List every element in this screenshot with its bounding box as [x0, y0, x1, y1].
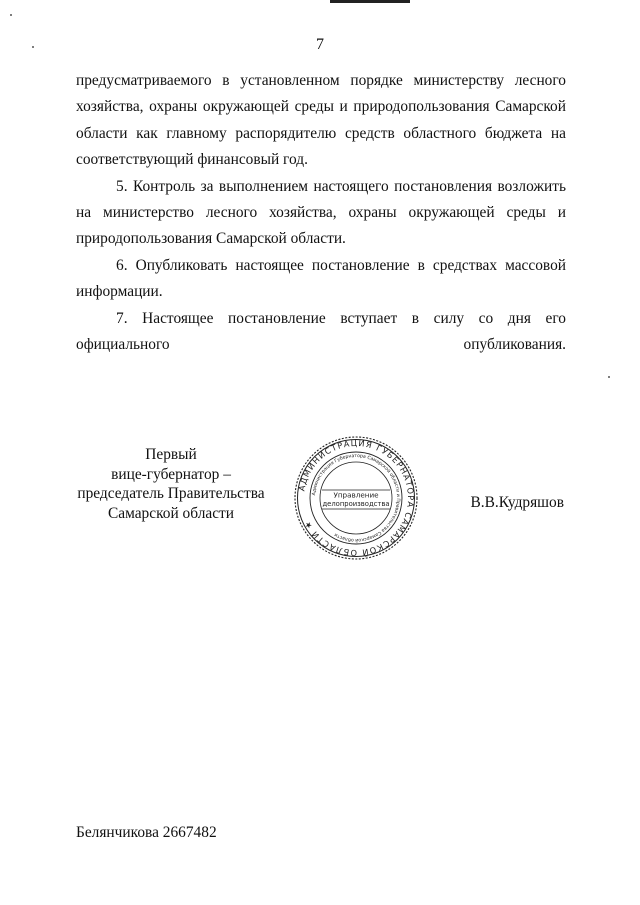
paragraph-continuation: предусматриваемого в установленном порядке министерству лесного хозяйства, охраны окружающей среды и природопользования Самарской области как главному распорядителю средств областного бюджета на соответствующий финансовый год.: [76, 72, 566, 169]
page-number: 7: [316, 36, 324, 53]
document-body: [76, 68, 566, 385]
signatory-title-line: вице-губернатор –: [111, 465, 231, 483]
signatory-title-line: председатель Правительства: [77, 485, 265, 502]
scan-artifact: [330, 0, 410, 3]
signatory-title-line: Самарской области: [107, 504, 234, 522]
executor-contact: Белянчикова 2667482: [76, 824, 217, 841]
paragraph-6: 6. Опубликовать настоящее постановление в средствах массовой информации.: [76, 256, 566, 301]
official-seal-stamp: [292, 434, 420, 562]
signatory-name: В.В.Кудряшов: [470, 494, 564, 511]
scan-artifact: [608, 376, 610, 378]
svg-text:АДМИНИСТРАЦИЯ ГУБЕРНАТОРА САМА: АДМИНИСТРАЦИЯ ГУБЕРНАТОРА САМАРСКОЙ ОБЛАСТИ ★: [296, 437, 417, 559]
svg-text:делопроизводства: делопроизводства: [322, 500, 390, 508]
signatory-title: [56, 445, 286, 523]
paragraph-5: 5. Контроль за выполнением настоящего постановления возложить на министерство лесного хозяйства, охраны окружающей среды и природопользования Самарской области.: [76, 177, 566, 248]
scan-artifact: [10, 14, 12, 16]
signatory-title-line: Первый: [145, 446, 197, 463]
svg-text:Администрация Губернатора Сама: Администрация Губернатора Самарской области и Правительства Самарской области: [312, 453, 401, 543]
svg-text:Управление: Управление: [333, 490, 379, 500]
paragraph-7: 7. Настоящее постановление вступает в силу со дня его официального опубликования.: [76, 309, 566, 354]
